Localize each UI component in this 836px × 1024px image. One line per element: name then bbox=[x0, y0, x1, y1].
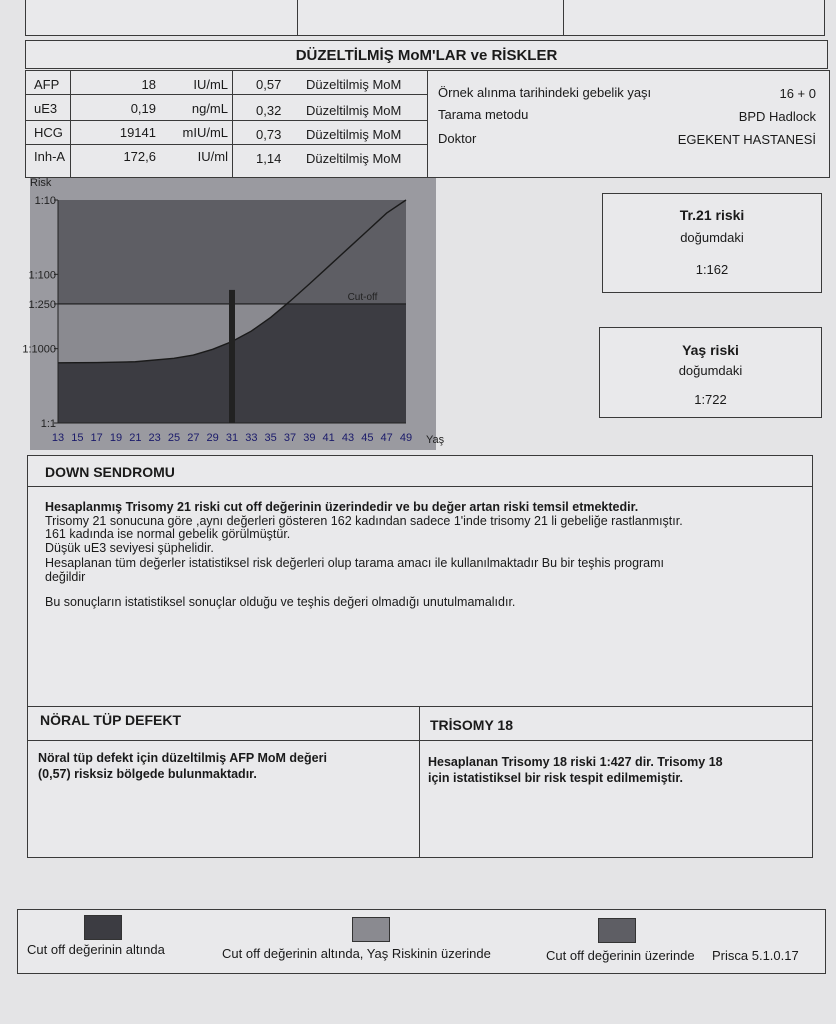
marker-name: uE3 bbox=[34, 101, 58, 116]
down-lead: Hesaplanmış Trisomy 21 riski cut off değerinin üzerindedir ve bu değer artan riski temsil etmektedir. bbox=[45, 500, 639, 514]
down-line: değildir bbox=[45, 570, 86, 584]
legend-swatch-below-cutoff bbox=[84, 915, 122, 940]
age-risk-box bbox=[599, 327, 822, 418]
y-tick-label: 1:10 bbox=[34, 195, 56, 207]
ntd-t18-divider bbox=[419, 706, 420, 858]
marker-row-line bbox=[25, 120, 427, 121]
down-line: Trisomy 21 sonucuna göre ,aynı değerleri gösteren 162 kadından sadece 1'inde trisomy 21 li gebeliğe rastlanmıştır. bbox=[45, 514, 683, 528]
down-title: DOWN SENDROMU bbox=[45, 464, 175, 480]
x-tick-label: 17 bbox=[90, 432, 103, 444]
marker-name: Inh-A bbox=[34, 149, 66, 164]
top-divider bbox=[563, 0, 564, 36]
ntd-t18-section bbox=[27, 706, 813, 858]
marker-mom: 0,73 bbox=[256, 127, 282, 142]
legend-swatch-below-cutoff-above-age bbox=[352, 917, 390, 942]
down-line: Bu sonuçların istatistiksel sonuçlar olduğu ve teşhis değeri olmadığı unutulmamalıdır. bbox=[45, 595, 516, 609]
y-tick-label: 1:100 bbox=[28, 269, 56, 282]
marker-mom: 0,57 bbox=[256, 77, 282, 92]
t18-text: için istatistiksel bir risk tespit edilmemiştir. bbox=[428, 771, 683, 785]
tr21-risk-box bbox=[602, 193, 822, 293]
x-tick-label: 29 bbox=[206, 432, 219, 444]
x-tick-label: 39 bbox=[303, 432, 316, 444]
doctor-label: Doktor bbox=[438, 131, 477, 146]
ntd-title: NÖRAL TÜP DEFEKT bbox=[40, 712, 182, 728]
marker-value: 19141 bbox=[119, 125, 156, 140]
x-tick-label: 21 bbox=[129, 432, 142, 444]
age-risk-value: 1:722 bbox=[694, 392, 727, 407]
marker-unit: IU/mL bbox=[193, 77, 228, 92]
marker-mom-label: Düzeltilmiş MoM bbox=[306, 77, 402, 92]
y-axis-title: Risk bbox=[30, 177, 52, 189]
legend-swatch-above-cutoff bbox=[598, 918, 636, 943]
x-tick-label: 35 bbox=[264, 432, 277, 444]
patient-risk-bar bbox=[229, 290, 235, 423]
screening-method-value: BPD Hadlock bbox=[738, 109, 816, 124]
marker-mom-label: Düzeltilmiş MoM bbox=[306, 103, 402, 118]
x-tick-label: 43 bbox=[341, 432, 355, 444]
x-axis-title: Yaş bbox=[426, 434, 445, 446]
marker-name: AFP bbox=[34, 77, 60, 92]
tr21-subtitle: doğumdaki bbox=[680, 230, 744, 245]
legend-label: Cut off değerinin altında bbox=[27, 942, 165, 957]
y-tick-label: 1:1000 bbox=[22, 343, 56, 356]
top-partial-table bbox=[25, 0, 825, 36]
cutoff-label: Cut-off bbox=[347, 291, 378, 303]
marker-unit: mIU/mL bbox=[182, 125, 228, 140]
x-tick-label: 25 bbox=[167, 432, 181, 444]
age-risk-subtitle: doğumdaki bbox=[678, 363, 743, 378]
marker-value: 0,19 bbox=[130, 101, 156, 116]
y-tick-label: 1:250 bbox=[28, 298, 56, 311]
doctor-value: EGEKENT HASTANESİ bbox=[677, 132, 816, 147]
gestational-age-value: 16 + 0 bbox=[779, 86, 816, 101]
ntd-text: (0,57) risksiz bölgede bulunmaktadır. bbox=[38, 767, 257, 781]
x-tick-label: 23 bbox=[148, 432, 161, 444]
marker-divider bbox=[70, 71, 71, 177]
x-tick-label: 33 bbox=[245, 432, 258, 444]
ntd-text: Nöral tüp defekt için düzeltilmiş AFP MoM değeri bbox=[38, 751, 327, 765]
marker-unit: ng/mL bbox=[191, 101, 228, 116]
x-tick-label: 37 bbox=[283, 432, 297, 444]
x-tick-label: 47 bbox=[380, 432, 393, 444]
age-risk-title: Yaş riski bbox=[682, 342, 739, 358]
section-header bbox=[25, 40, 828, 69]
x-tick-label: 15 bbox=[71, 432, 84, 444]
marker-mom-label: Düzeltilmiş MoM bbox=[306, 151, 402, 166]
risk-chart bbox=[22, 176, 445, 452]
gestational-age-label: Örnek alınma tarihindeki gebelik yaşı bbox=[438, 85, 652, 100]
software-version: Prisca 5.1.0.17 bbox=[712, 948, 799, 963]
marker-unit: IU/ml bbox=[197, 149, 228, 164]
down-title-divider bbox=[27, 486, 813, 487]
down-syndrome-section bbox=[27, 455, 813, 708]
x-tick-label: 27 bbox=[187, 432, 200, 444]
down-line: Hesaplanan tüm değerler istatistiksel risk değerleri olup tarama amacı ile kullanılmaktadır Bu bir teşhis programı bbox=[45, 556, 665, 570]
marker-name: HCG bbox=[34, 125, 63, 140]
x-tick-label: 31 bbox=[225, 432, 239, 444]
down-line: 161 kadında ise normal gebelik görülmüştür. bbox=[45, 527, 291, 541]
legend-label: Cut off değerinin üzerinde bbox=[546, 948, 695, 963]
marker-divider bbox=[427, 71, 428, 177]
marker-value: 172,6 bbox=[123, 149, 156, 164]
x-tick-label: 13 bbox=[51, 432, 65, 444]
risk-chart-svg bbox=[22, 176, 445, 452]
above-cutoff-region bbox=[58, 200, 406, 304]
marker-mom: 0,32 bbox=[256, 103, 282, 118]
t18-text: Hesaplanan Trisomy 18 riski 1:427 dir. Trisomy 18 bbox=[428, 755, 723, 769]
screening-method-label: Tarama metodu bbox=[438, 107, 529, 122]
marker-row-line bbox=[25, 94, 427, 95]
top-divider bbox=[297, 0, 298, 36]
legend-label: Cut off değerinin altında, Yaş Riskinin üzerinde bbox=[222, 946, 491, 961]
page-title: DÜZELTİLMİŞ MoM'LAR ve RİSKLER bbox=[295, 47, 558, 64]
marker-mom: 1,14 bbox=[256, 151, 282, 166]
marker-row-line bbox=[25, 144, 427, 145]
tr21-title: Tr.21 riski bbox=[679, 207, 745, 223]
marker-value: 18 bbox=[141, 77, 156, 92]
ntd-t18-title-divider bbox=[27, 740, 813, 741]
y-tick-label: 1:1 bbox=[40, 418, 56, 430]
tr21-value: 1:162 bbox=[695, 262, 729, 277]
down-line: Düşük uE3 seviyesi şüphelidir. bbox=[45, 541, 214, 555]
x-tick-label: 45 bbox=[361, 432, 374, 444]
x-tick-label: 41 bbox=[322, 432, 335, 444]
x-tick-label: 19 bbox=[109, 432, 123, 444]
x-tick-label: 49 bbox=[399, 432, 413, 444]
marker-mom-label: Düzeltilmiş MoM bbox=[306, 127, 402, 142]
t18-title: TRİSOMY 18 bbox=[430, 717, 513, 733]
marker-divider bbox=[232, 71, 233, 177]
